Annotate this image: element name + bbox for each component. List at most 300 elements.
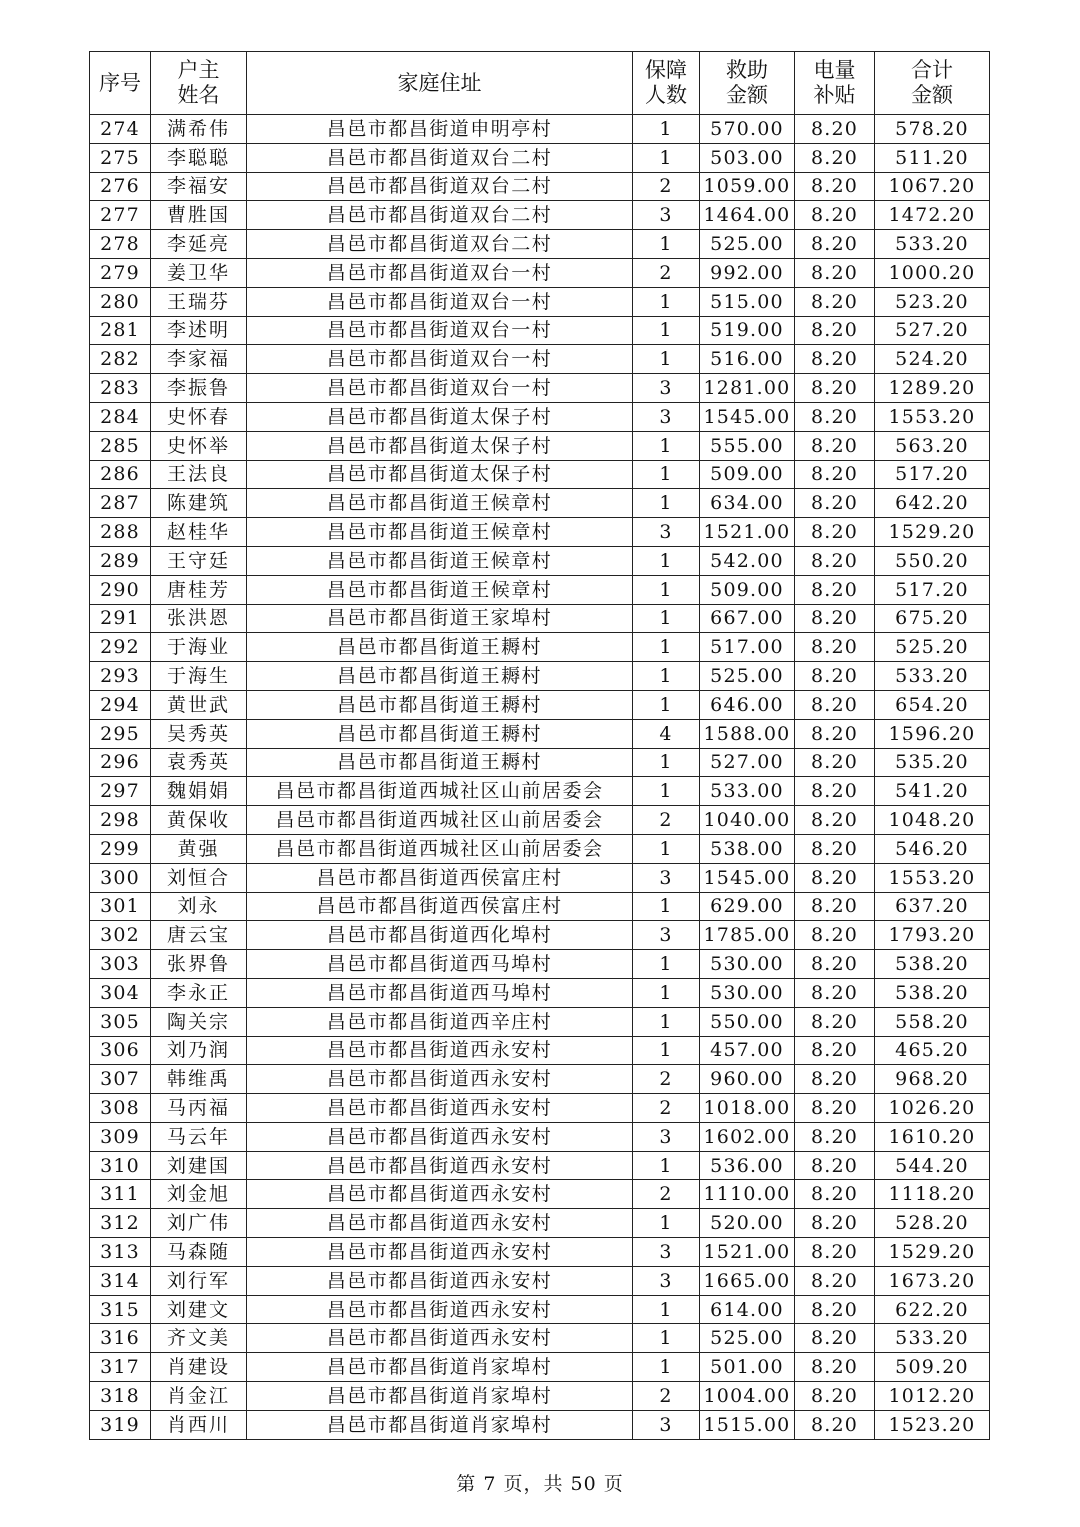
cell-persons: 1	[633, 115, 700, 144]
cell-electricity-subsidy: 8.20	[795, 374, 875, 403]
cell-electricity-subsidy: 8.20	[795, 1382, 875, 1411]
cell-index: 293	[90, 662, 151, 691]
cell-total-amount: 528.20	[875, 1209, 990, 1238]
cell-index: 309	[90, 1122, 151, 1151]
cell-electricity-subsidy: 8.20	[795, 230, 875, 259]
cell-relief-amount: 1785.00	[700, 921, 795, 950]
cell-index: 306	[90, 1036, 151, 1065]
table-row	[90, 863, 990, 892]
cell-electricity-subsidy: 8.20	[795, 518, 875, 547]
cell-relief-amount: 527.00	[700, 748, 795, 777]
cell-address: 昌邑市都昌街道太保子村	[247, 460, 633, 489]
cell-relief-amount: 1464.00	[700, 201, 795, 230]
cell-electricity-subsidy: 8.20	[795, 575, 875, 604]
cell-relief-amount: 520.00	[700, 1209, 795, 1238]
table-row	[90, 1410, 990, 1439]
cell-relief-amount: 667.00	[700, 604, 795, 633]
cell-persons: 1	[633, 690, 700, 719]
col-header-persons	[633, 52, 700, 115]
cell-relief-amount: 1521.00	[700, 1238, 795, 1267]
cell-index: 295	[90, 719, 151, 748]
cell-total-amount: 527.20	[875, 316, 990, 345]
cell-householder: 马森随	[151, 1238, 247, 1267]
cell-address: 昌邑市都昌街道肖家埠村	[247, 1353, 633, 1382]
cell-relief-amount: 533.00	[700, 777, 795, 806]
cell-persons: 1	[633, 978, 700, 1007]
table-row	[90, 806, 990, 835]
header-row	[90, 52, 990, 115]
col-header-relief	[700, 52, 795, 115]
cell-householder: 韩维禹	[151, 1065, 247, 1094]
cell-address: 昌邑市都昌街道太保子村	[247, 402, 633, 431]
col-header-total-line: 合计	[911, 58, 953, 82]
cell-address: 昌邑市都昌街道肖家埠村	[247, 1410, 633, 1439]
cell-householder: 李述明	[151, 316, 247, 345]
cell-relief-amount: 536.00	[700, 1151, 795, 1180]
cell-relief-amount: 960.00	[700, 1065, 795, 1094]
cell-householder: 曹胜国	[151, 201, 247, 230]
cell-persons: 2	[633, 806, 700, 835]
cell-householder: 赵桂华	[151, 518, 247, 547]
table-row	[90, 1266, 990, 1295]
cell-total-amount: 1118.20	[875, 1180, 990, 1209]
cell-electricity-subsidy: 8.20	[795, 1295, 875, 1324]
cell-persons: 1	[633, 604, 700, 633]
cell-persons: 3	[633, 921, 700, 950]
cell-electricity-subsidy: 8.20	[795, 143, 875, 172]
cell-householder: 陶关宗	[151, 1007, 247, 1036]
cell-address: 昌邑市都昌街道西侯富庄村	[247, 863, 633, 892]
cell-address: 昌邑市都昌街道西永安村	[247, 1238, 633, 1267]
cell-householder: 刘建文	[151, 1295, 247, 1324]
cell-electricity-subsidy: 8.20	[795, 1324, 875, 1353]
cell-relief-amount: 629.00	[700, 892, 795, 921]
cell-persons: 3	[633, 1410, 700, 1439]
cell-householder: 黄保收	[151, 806, 247, 835]
cell-electricity-subsidy: 8.20	[795, 633, 875, 662]
cell-householder: 唐云宝	[151, 921, 247, 950]
cell-electricity-subsidy: 8.20	[795, 662, 875, 691]
cell-persons: 3	[633, 201, 700, 230]
cell-address: 昌邑市都昌街道西化埠村	[247, 921, 633, 950]
table-row	[90, 1295, 990, 1324]
cell-total-amount: 1472.20	[875, 201, 990, 230]
table-row	[90, 748, 990, 777]
cell-index: 284	[90, 402, 151, 431]
cell-relief-amount: 1545.00	[700, 402, 795, 431]
table-row	[90, 115, 990, 144]
table-row	[90, 604, 990, 633]
table-row	[90, 1094, 990, 1123]
cell-persons: 1	[633, 1209, 700, 1238]
cell-electricity-subsidy: 8.20	[795, 258, 875, 287]
cell-total-amount: 1529.20	[875, 518, 990, 547]
table-row	[90, 1180, 990, 1209]
cell-total-amount: 1610.20	[875, 1122, 990, 1151]
cell-householder: 王法良	[151, 460, 247, 489]
cell-total-amount: 538.20	[875, 950, 990, 979]
cell-address: 昌邑市都昌街道双台二村	[247, 143, 633, 172]
cell-persons: 1	[633, 1151, 700, 1180]
cell-total-amount: 1793.20	[875, 921, 990, 950]
col-header-total	[875, 52, 990, 115]
cell-index: 301	[90, 892, 151, 921]
cell-electricity-subsidy: 8.20	[795, 863, 875, 892]
cell-total-amount: 465.20	[875, 1036, 990, 1065]
cell-persons: 1	[633, 777, 700, 806]
cell-electricity-subsidy: 8.20	[795, 1266, 875, 1295]
cell-electricity-subsidy: 8.20	[795, 172, 875, 201]
cell-relief-amount: 1110.00	[700, 1180, 795, 1209]
cell-householder: 袁秀英	[151, 748, 247, 777]
cell-address: 昌邑市都昌街道王耨村	[247, 719, 633, 748]
table-row	[90, 921, 990, 950]
cell-address: 昌邑市都昌街道西永安村	[247, 1209, 633, 1238]
cell-householder: 吴秀英	[151, 719, 247, 748]
cell-address: 昌邑市都昌街道双台一村	[247, 345, 633, 374]
cell-electricity-subsidy: 8.20	[795, 402, 875, 431]
cell-householder: 刘永	[151, 892, 247, 921]
table-row	[90, 460, 990, 489]
cell-householder: 张洪恩	[151, 604, 247, 633]
cell-householder: 肖建设	[151, 1353, 247, 1382]
cell-persons: 2	[633, 1094, 700, 1123]
cell-electricity-subsidy: 8.20	[795, 1209, 875, 1238]
table-row	[90, 1209, 990, 1238]
cell-address: 昌邑市都昌街道双台一村	[247, 287, 633, 316]
cell-total-amount: 525.20	[875, 633, 990, 662]
cell-householder: 刘行军	[151, 1266, 247, 1295]
table-row	[90, 978, 990, 1007]
cell-persons: 1	[633, 662, 700, 691]
table-row	[90, 1324, 990, 1353]
cell-relief-amount: 1004.00	[700, 1382, 795, 1411]
cell-householder: 史怀春	[151, 402, 247, 431]
cell-persons: 1	[633, 1295, 700, 1324]
table-row	[90, 1151, 990, 1180]
cell-address: 昌邑市都昌街道西侯富庄村	[247, 892, 633, 921]
col-header-persons-line: 人数	[645, 83, 687, 107]
cell-householder: 肖金江	[151, 1382, 247, 1411]
cell-index: 277	[90, 201, 151, 230]
table-row	[90, 1007, 990, 1036]
table-row	[90, 518, 990, 547]
cell-relief-amount: 1665.00	[700, 1266, 795, 1295]
cell-address: 昌邑市都昌街道双台一村	[247, 374, 633, 403]
cell-relief-amount: 515.00	[700, 287, 795, 316]
cell-householder: 刘广伟	[151, 1209, 247, 1238]
cell-electricity-subsidy: 8.20	[795, 950, 875, 979]
cell-persons: 1	[633, 575, 700, 604]
cell-total-amount: 968.20	[875, 1065, 990, 1094]
cell-relief-amount: 646.00	[700, 690, 795, 719]
cell-address: 昌邑市都昌街道太保子村	[247, 431, 633, 460]
cell-relief-amount: 525.00	[700, 662, 795, 691]
cell-total-amount: 517.20	[875, 575, 990, 604]
cell-address: 昌邑市都昌街道王候章村	[247, 489, 633, 518]
cell-total-amount: 1289.20	[875, 374, 990, 403]
cell-householder: 刘金旭	[151, 1180, 247, 1209]
cell-electricity-subsidy: 8.20	[795, 777, 875, 806]
cell-address: 昌邑市都昌街道王耨村	[247, 633, 633, 662]
cell-total-amount: 1553.20	[875, 863, 990, 892]
cell-total-amount: 509.20	[875, 1353, 990, 1382]
table-row	[90, 345, 990, 374]
cell-electricity-subsidy: 8.20	[795, 1122, 875, 1151]
cell-relief-amount: 530.00	[700, 978, 795, 1007]
cell-electricity-subsidy: 8.20	[795, 604, 875, 633]
cell-persons: 1	[633, 345, 700, 374]
cell-relief-amount: 525.00	[700, 1324, 795, 1353]
cell-index: 290	[90, 575, 151, 604]
cell-relief-amount: 517.00	[700, 633, 795, 662]
col-header-electricity	[795, 52, 875, 115]
table-row	[90, 374, 990, 403]
table-row	[90, 1238, 990, 1267]
cell-index: 304	[90, 978, 151, 1007]
col-header-electricity-line: 电量	[813, 58, 856, 82]
cell-index: 305	[90, 1007, 151, 1036]
cell-index: 285	[90, 431, 151, 460]
table-row	[90, 258, 990, 287]
table-row	[90, 316, 990, 345]
cell-persons: 3	[633, 374, 700, 403]
cell-address: 昌邑市都昌街道王候章村	[247, 518, 633, 547]
table-row	[90, 143, 990, 172]
cell-total-amount: 546.20	[875, 834, 990, 863]
cell-total-amount: 538.20	[875, 978, 990, 1007]
cell-electricity-subsidy: 8.20	[795, 719, 875, 748]
cell-address: 昌邑市都昌街道西城社区山前居委会	[247, 806, 633, 835]
cell-total-amount: 637.20	[875, 892, 990, 921]
cell-persons: 1	[633, 748, 700, 777]
cell-persons: 3	[633, 402, 700, 431]
cell-relief-amount: 509.00	[700, 575, 795, 604]
cell-relief-amount: 1059.00	[700, 172, 795, 201]
cell-total-amount: 654.20	[875, 690, 990, 719]
cell-relief-amount: 525.00	[700, 230, 795, 259]
cell-address: 昌邑市都昌街道西辛庄村	[247, 1007, 633, 1036]
table-row	[90, 690, 990, 719]
cell-address: 昌邑市都昌街道西马埠村	[247, 950, 633, 979]
cell-electricity-subsidy: 8.20	[795, 460, 875, 489]
table-row	[90, 172, 990, 201]
cell-total-amount: 1529.20	[875, 1238, 990, 1267]
cell-householder: 黄强	[151, 834, 247, 863]
cell-index: 307	[90, 1065, 151, 1094]
cell-persons: 1	[633, 1036, 700, 1065]
cell-relief-amount: 614.00	[700, 1295, 795, 1324]
cell-relief-amount: 992.00	[700, 258, 795, 287]
cell-index: 303	[90, 950, 151, 979]
cell-electricity-subsidy: 8.20	[795, 1180, 875, 1209]
cell-index: 317	[90, 1353, 151, 1382]
cell-persons: 1	[633, 316, 700, 345]
table-row	[90, 633, 990, 662]
cell-persons: 3	[633, 518, 700, 547]
cell-relief-amount: 1602.00	[700, 1122, 795, 1151]
cell-relief-amount: 542.00	[700, 546, 795, 575]
cell-total-amount: 558.20	[875, 1007, 990, 1036]
cell-relief-amount: 555.00	[700, 431, 795, 460]
cell-index: 281	[90, 316, 151, 345]
cell-total-amount: 550.20	[875, 546, 990, 575]
cell-persons: 2	[633, 258, 700, 287]
cell-electricity-subsidy: 8.20	[795, 1036, 875, 1065]
table-row	[90, 402, 990, 431]
cell-persons: 1	[633, 287, 700, 316]
cell-total-amount: 1012.20	[875, 1382, 990, 1411]
table-header	[90, 52, 990, 115]
cell-index: 298	[90, 806, 151, 835]
cell-index: 318	[90, 1382, 151, 1411]
cell-index: 279	[90, 258, 151, 287]
table-row	[90, 950, 990, 979]
col-header-electricity-line: 补贴	[813, 83, 856, 107]
cell-index: 292	[90, 633, 151, 662]
cell-index: 288	[90, 518, 151, 547]
cell-householder: 于海生	[151, 662, 247, 691]
col-header-relief-line: 救助	[726, 58, 768, 82]
cell-address: 昌邑市都昌街道西永安村	[247, 1094, 633, 1123]
table-row	[90, 834, 990, 863]
cell-persons: 1	[633, 489, 700, 518]
table-row	[90, 431, 990, 460]
cell-total-amount: 511.20	[875, 143, 990, 172]
cell-index: 275	[90, 143, 151, 172]
cell-total-amount: 541.20	[875, 777, 990, 806]
cell-address: 昌邑市都昌街道双台二村	[247, 230, 633, 259]
cell-total-amount: 533.20	[875, 1324, 990, 1353]
cell-relief-amount: 1040.00	[700, 806, 795, 835]
table-row	[90, 777, 990, 806]
cell-electricity-subsidy: 8.20	[795, 1151, 875, 1180]
cell-address: 昌邑市都昌街道西永安村	[247, 1324, 633, 1353]
relief-table	[89, 51, 990, 1440]
cell-total-amount: 535.20	[875, 748, 990, 777]
cell-index: 302	[90, 921, 151, 950]
table-row	[90, 719, 990, 748]
cell-electricity-subsidy: 8.20	[795, 316, 875, 345]
cell-persons: 1	[633, 230, 700, 259]
cell-index: 280	[90, 287, 151, 316]
cell-electricity-subsidy: 8.20	[795, 115, 875, 144]
cell-address: 昌邑市都昌街道王候章村	[247, 546, 633, 575]
cell-electricity-subsidy: 8.20	[795, 201, 875, 230]
col-header-index-line: 序号	[99, 70, 141, 95]
page-footer: 第 7 页，共 50 页	[456, 1473, 624, 1495]
cell-electricity-subsidy: 8.20	[795, 806, 875, 835]
cell-index: 299	[90, 834, 151, 863]
cell-relief-amount: 1545.00	[700, 863, 795, 892]
cell-address: 昌邑市都昌街道西永安村	[247, 1295, 633, 1324]
cell-householder: 王守廷	[151, 546, 247, 575]
cell-electricity-subsidy: 8.20	[795, 978, 875, 1007]
cell-index: 319	[90, 1410, 151, 1439]
table-row	[90, 662, 990, 691]
cell-address: 昌邑市都昌街道王候章村	[247, 575, 633, 604]
cell-address: 昌邑市都昌街道西永安村	[247, 1065, 633, 1094]
cell-electricity-subsidy: 8.20	[795, 690, 875, 719]
cell-persons: 2	[633, 172, 700, 201]
cell-persons: 1	[633, 546, 700, 575]
cell-total-amount: 524.20	[875, 345, 990, 374]
cell-index: 289	[90, 546, 151, 575]
cell-householder: 满希伟	[151, 115, 247, 144]
cell-persons: 1	[633, 950, 700, 979]
cell-total-amount: 622.20	[875, 1295, 990, 1324]
table-row	[90, 1065, 990, 1094]
cell-total-amount: 533.20	[875, 230, 990, 259]
cell-householder: 肖西川	[151, 1410, 247, 1439]
table-row	[90, 287, 990, 316]
cell-relief-amount: 550.00	[700, 1007, 795, 1036]
cell-persons: 1	[633, 460, 700, 489]
cell-relief-amount: 1018.00	[700, 1094, 795, 1123]
col-header-persons-line: 保障	[645, 58, 687, 82]
cell-address: 昌邑市都昌街道王耨村	[247, 748, 633, 777]
cell-index: 274	[90, 115, 151, 144]
cell-householder: 史怀举	[151, 431, 247, 460]
cell-index: 311	[90, 1180, 151, 1209]
cell-total-amount: 563.20	[875, 431, 990, 460]
cell-index: 308	[90, 1094, 151, 1123]
cell-relief-amount: 1588.00	[700, 719, 795, 748]
cell-persons: 1	[633, 143, 700, 172]
col-header-total-line: 金额	[911, 83, 953, 107]
cell-electricity-subsidy: 8.20	[795, 1238, 875, 1267]
table-row	[90, 575, 990, 604]
cell-total-amount: 1553.20	[875, 402, 990, 431]
cell-relief-amount: 503.00	[700, 143, 795, 172]
cell-index: 287	[90, 489, 151, 518]
cell-electricity-subsidy: 8.20	[795, 1065, 875, 1094]
cell-householder: 李家福	[151, 345, 247, 374]
cell-persons: 2	[633, 1382, 700, 1411]
cell-householder: 王瑞芬	[151, 287, 247, 316]
cell-total-amount: 1673.20	[875, 1266, 990, 1295]
cell-electricity-subsidy: 8.20	[795, 921, 875, 950]
cell-total-amount: 1067.20	[875, 172, 990, 201]
cell-index: 291	[90, 604, 151, 633]
cell-index: 297	[90, 777, 151, 806]
cell-index: 312	[90, 1209, 151, 1238]
cell-total-amount: 517.20	[875, 460, 990, 489]
cell-householder: 马云年	[151, 1122, 247, 1151]
cell-index: 282	[90, 345, 151, 374]
cell-index: 286	[90, 460, 151, 489]
col-header-name-line: 姓名	[177, 83, 220, 107]
cell-index: 316	[90, 1324, 151, 1353]
cell-index: 300	[90, 863, 151, 892]
table-row	[90, 546, 990, 575]
cell-householder: 齐文美	[151, 1324, 247, 1353]
cell-index: 278	[90, 230, 151, 259]
cell-relief-amount: 509.00	[700, 460, 795, 489]
cell-electricity-subsidy: 8.20	[795, 546, 875, 575]
cell-householder: 李聪聪	[151, 143, 247, 172]
cell-electricity-subsidy: 8.20	[795, 892, 875, 921]
cell-householder: 张界鲁	[151, 950, 247, 979]
cell-relief-amount: 516.00	[700, 345, 795, 374]
cell-persons: 3	[633, 1122, 700, 1151]
col-header-relief-line: 金额	[726, 83, 768, 107]
table-row	[90, 1122, 990, 1151]
col-header-name	[151, 52, 247, 115]
cell-electricity-subsidy: 8.20	[795, 1007, 875, 1036]
cell-householder: 李福安	[151, 172, 247, 201]
cell-relief-amount: 1281.00	[700, 374, 795, 403]
